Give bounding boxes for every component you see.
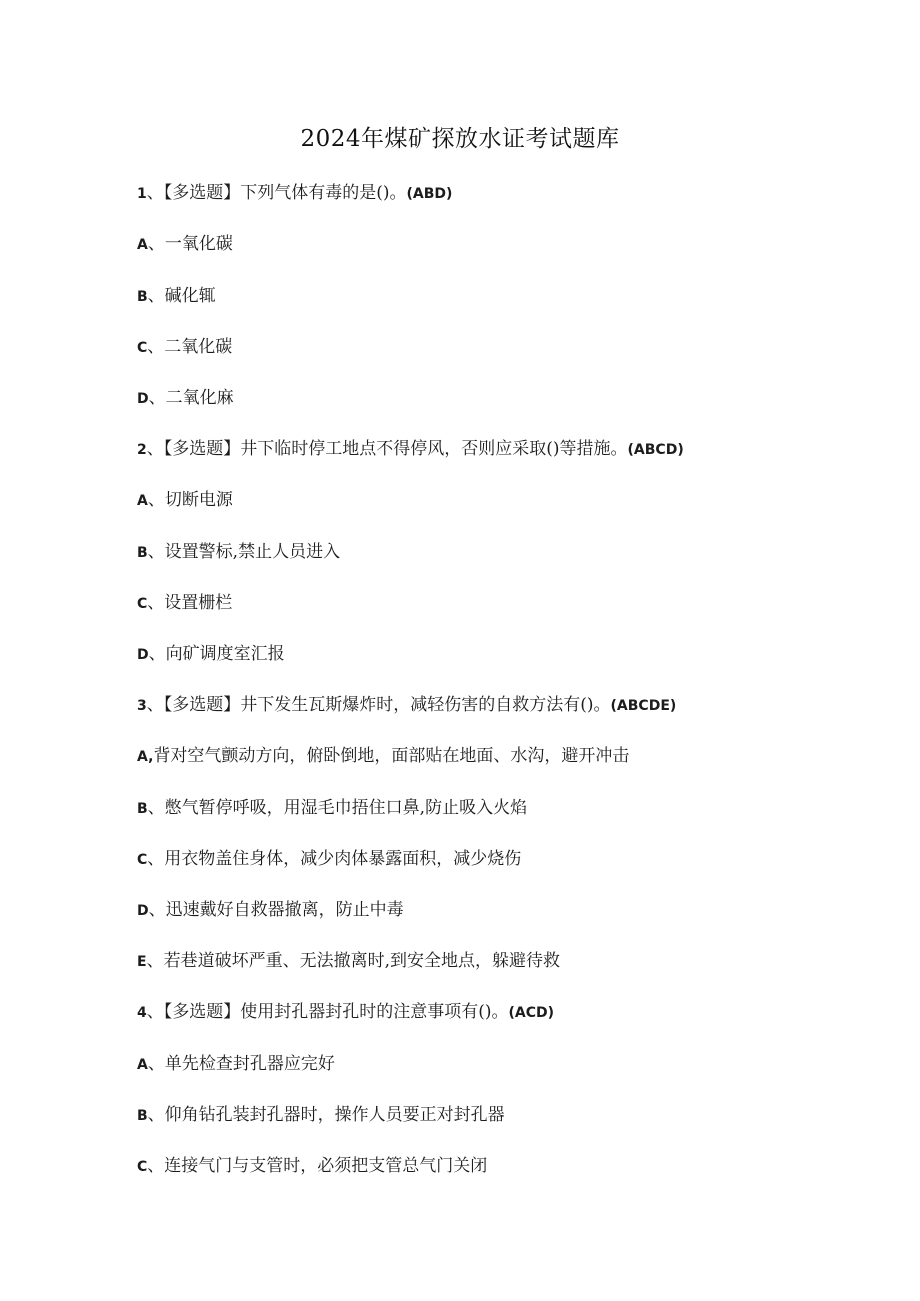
option-text: 背对空气颤动方向，俯卧倒地，面部贴在地面、水沟，避开冲击 xyxy=(153,746,630,766)
question-1-option-c xyxy=(137,332,232,357)
question-2-option-d xyxy=(137,639,285,664)
option-text: 设置警标,禁止人员进入 xyxy=(164,542,341,562)
question-separator: 、 xyxy=(146,695,164,715)
option-text: 连接气门与支管时，必须把支管总气门关闭 xyxy=(164,1156,488,1176)
question-number: 4 xyxy=(137,1005,147,1021)
question-separator: 、 xyxy=(146,183,164,203)
question-2-option-c xyxy=(137,588,232,613)
option-separator: 、 xyxy=(147,490,165,510)
option-separator: 、 xyxy=(147,1156,165,1176)
option-separator: 、 xyxy=(146,951,164,971)
question-3-option-a xyxy=(137,741,629,766)
option-separator: 、 xyxy=(147,542,165,562)
question-4-option-b xyxy=(137,1100,505,1125)
option-separator: 、 xyxy=(147,337,165,357)
option-text: 单先检查封孔器应完好 xyxy=(164,1054,335,1074)
question-2-option-a xyxy=(137,485,233,510)
question-separator: 、 xyxy=(146,439,164,459)
option-label: D xyxy=(137,391,149,407)
question-3-option-b xyxy=(137,793,527,818)
option-label: B xyxy=(137,289,148,305)
option-label: C xyxy=(137,852,148,868)
option-text: 用衣物盖住身体，减少肉体暴露面积，减少烧伤 xyxy=(164,849,522,869)
option-label: B xyxy=(137,801,148,817)
question-2-option-b xyxy=(137,537,340,562)
option-separator: 、 xyxy=(147,234,165,254)
option-text: 向矿调度室汇报 xyxy=(165,644,285,664)
question-separator: 、 xyxy=(146,1002,164,1022)
option-label: C xyxy=(137,1159,148,1175)
question-1-option-a xyxy=(137,229,233,254)
question-3-option-e xyxy=(137,946,560,971)
question-4-option-c xyxy=(137,1151,487,1176)
document-title: 2024年煤矿探放水证考试题库 xyxy=(300,126,620,152)
option-label: A xyxy=(137,493,148,509)
question-3 xyxy=(137,690,676,715)
option-text: 若巷道破坏严重、无法撤离时,到安全地点，躲避待救 xyxy=(163,951,560,971)
question-answer: (ACD) xyxy=(508,1005,555,1021)
option-label: D xyxy=(137,647,149,663)
option-label: D xyxy=(137,903,149,919)
option-separator: 、 xyxy=(148,644,166,664)
question-4-option-a xyxy=(137,1049,335,1074)
option-label: A xyxy=(137,1057,148,1073)
option-text: 设置栅栏 xyxy=(164,593,233,613)
option-text: 二氧化碳 xyxy=(164,337,233,357)
option-separator: , xyxy=(148,749,154,765)
option-text: 仰角钻孔装封孔器时，操作人员要正对封孔器 xyxy=(164,1105,505,1125)
question-3-option-c xyxy=(137,844,521,869)
option-label: C xyxy=(137,340,148,356)
option-text: 切断电源 xyxy=(164,490,233,510)
option-text: 一氧化碳 xyxy=(164,234,233,254)
option-text: 二氧化麻 xyxy=(165,388,234,408)
option-separator: 、 xyxy=(147,1105,165,1125)
question-text: 【多选题】井下临时停工地点不得停风，否则应采取()等措施。 xyxy=(163,439,628,459)
question-number: 1 xyxy=(137,186,147,202)
question-answer: (ABCDE) xyxy=(610,698,677,714)
question-text: 【多选题】井下发生瓦斯爆炸时，减轻伤害的自救方法有()。 xyxy=(163,695,611,715)
option-separator: 、 xyxy=(147,286,165,306)
question-answer: (ABCD) xyxy=(627,442,684,458)
question-3-option-d xyxy=(137,895,404,920)
question-1 xyxy=(137,178,452,203)
option-label: C xyxy=(137,596,148,612)
option-label: A xyxy=(137,237,148,253)
option-label: A xyxy=(137,749,149,765)
option-text: 碱化辄 xyxy=(164,286,216,306)
question-answer: (ABD) xyxy=(406,186,453,202)
option-label: E xyxy=(137,954,147,970)
question-1-option-d xyxy=(137,383,234,408)
question-text: 【多选题】下列气体有毒的是()。 xyxy=(163,183,407,203)
question-number: 3 xyxy=(137,698,147,714)
question-number: 2 xyxy=(137,442,147,458)
option-separator: 、 xyxy=(147,798,165,818)
option-separator: 、 xyxy=(147,849,165,869)
option-separator: 、 xyxy=(148,900,166,920)
option-label: B xyxy=(137,1108,148,1124)
option-text: 迅速戴好自救器撤离，防止中毒 xyxy=(165,900,404,920)
option-label: B xyxy=(137,545,148,561)
question-1-option-b xyxy=(137,281,216,306)
option-text: 憋气暂停呼吸，用湿毛巾捂住口鼻,防止吸入火焰 xyxy=(164,798,528,818)
question-text: 【多选题】使用封孔器封孔时的注意事项有()。 xyxy=(163,1002,509,1022)
option-separator: 、 xyxy=(147,593,165,613)
option-separator: 、 xyxy=(148,388,166,408)
question-4 xyxy=(137,997,554,1022)
question-2 xyxy=(137,434,684,459)
option-separator: 、 xyxy=(147,1054,165,1074)
